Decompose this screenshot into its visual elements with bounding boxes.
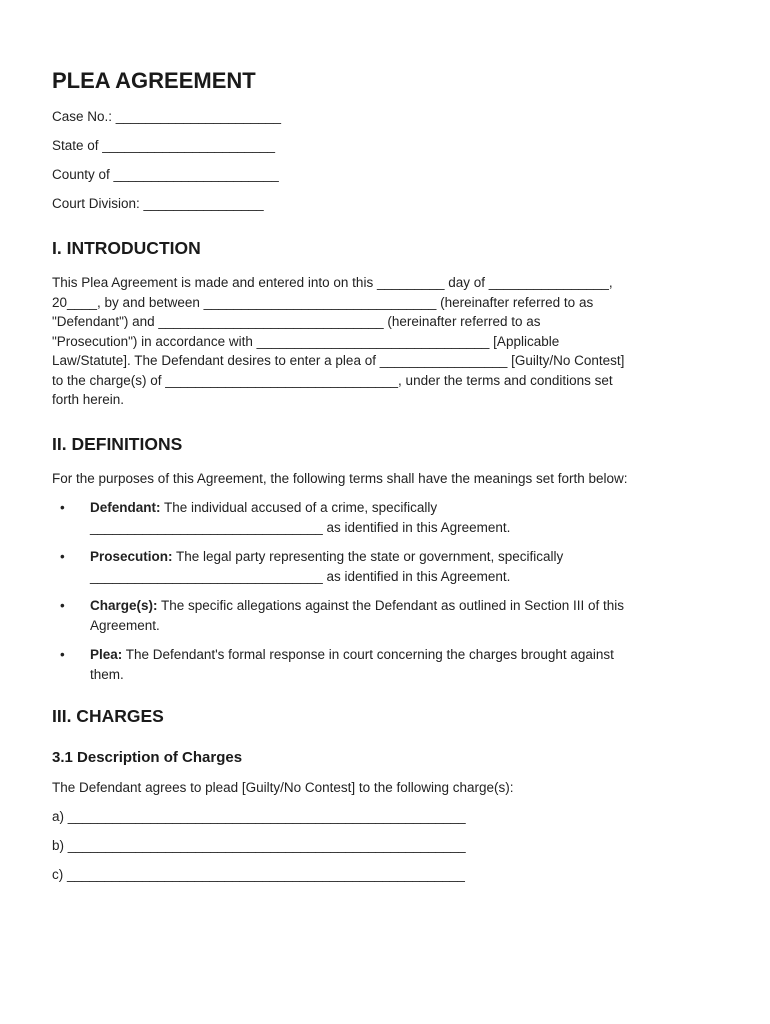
charge-line-b: b) _____________________________________________________ — [52, 837, 466, 853]
definition-text: _______________________________ as identified in this Agreement. — [90, 568, 511, 584]
document-page — [52, 68, 722, 895]
case-number-field: Case No.: ______________________ — [52, 109, 281, 124]
definition-text: The Defendant's formal response in court concerning the charges brought against — [122, 647, 614, 662]
list-item — [52, 596, 722, 635]
bullet-icon: • — [60, 549, 65, 564]
state-field: State of _______________________ — [52, 138, 275, 153]
charge-line-a: a) _____________________________________________________ — [52, 808, 466, 824]
court-division-field: Court Division: ________________ — [52, 196, 264, 211]
introduction-section — [52, 238, 722, 410]
introduction-paragraph — [52, 273, 722, 410]
bullet-icon: • — [60, 598, 65, 613]
list-item — [52, 498, 722, 537]
definition-text: Agreement. — [90, 617, 160, 633]
charges-subheading: 3.1 Description of Charges — [52, 749, 243, 766]
definition-text: The individual accused of a crime, specifically — [160, 500, 438, 515]
definition-term: Plea: — [90, 647, 123, 662]
definitions-intro: For the purposes of this Agreement, the following terms shall have the meanings set forth below: — [52, 470, 628, 486]
definition-text: _______________________________ as identified in this Agreement. — [90, 519, 511, 535]
list-item — [52, 547, 722, 586]
definition-term: Prosecution: — [90, 549, 173, 564]
county-field: County of ______________________ — [52, 167, 279, 182]
charges-intro: The Defendant agrees to plead [Guilty/No Contest] to the following charge(s): — [52, 780, 514, 795]
definition-term: Charge(s): — [90, 598, 158, 613]
definitions-heading: II. DEFINITIONS — [52, 433, 183, 454]
definition-term: Defendant: — [90, 500, 161, 515]
bullet-icon: • — [60, 647, 65, 662]
charge-line-c: c) _____________________________________________________ — [52, 866, 465, 882]
charges-heading: III. CHARGES — [52, 706, 164, 726]
intro-line: forth herein. — [52, 392, 125, 407]
list-item — [52, 645, 722, 684]
document-title: PLEA AGREEMENT — [52, 68, 256, 93]
intro-line: Law/Statute]. The Defendant desires to enter a plea of _________________ [Guilty/No Contest] — [52, 353, 625, 368]
intro-line: "Defendant") and ______________________________ (hereinafter referred to as — [52, 314, 541, 329]
intro-line: 20____, by and between _______________________________ (hereinafter referred to as — [52, 294, 594, 310]
bullet-icon: • — [60, 500, 65, 515]
header-fields — [52, 108, 722, 212]
introduction-heading: I. INTRODUCTION — [52, 238, 201, 258]
intro-line: to the charge(s) of _______________________________, under the terms and conditions set — [52, 372, 613, 388]
intro-line: "Prosecution") in accordance with _______________________________ [Applicable — [52, 333, 560, 349]
intro-line: This Plea Agreement is made and entered into on this _________ day of ________________, — [52, 275, 613, 290]
definition-text: The specific allegations against the Defendant as outlined in Section III of this — [157, 598, 625, 613]
definition-text: The legal party representing the state or government, specifically — [172, 549, 564, 564]
definitions-section — [52, 434, 722, 685]
charges-section — [52, 706, 722, 883]
definition-text: them. — [90, 666, 124, 682]
definitions-list — [52, 498, 722, 684]
